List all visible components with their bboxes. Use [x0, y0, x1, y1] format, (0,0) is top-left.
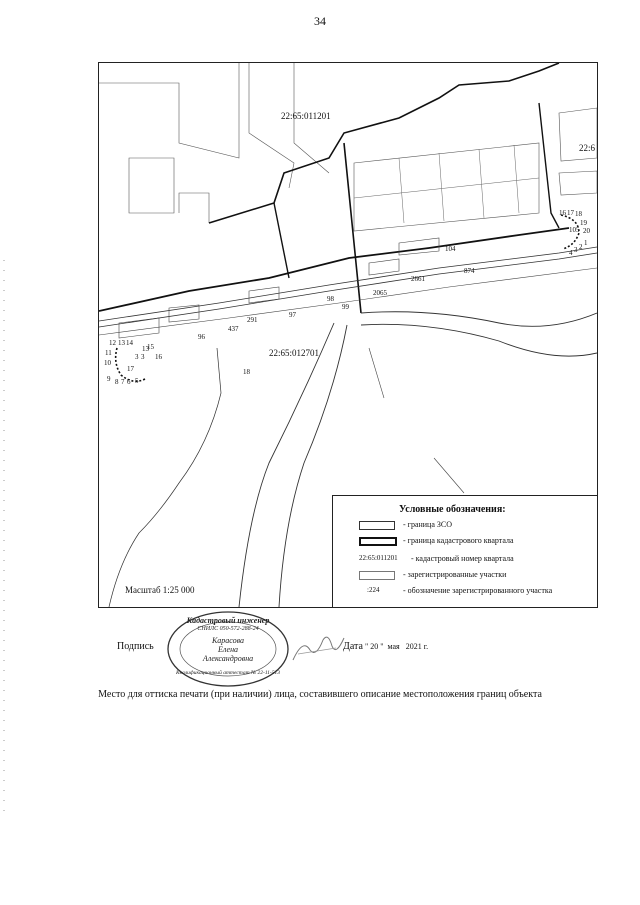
point-label: 20 [583, 227, 590, 235]
parcel-label: 104 [445, 245, 456, 253]
legend-item-zso: - граница ЗСО [333, 520, 598, 534]
quarter-boundary-swatch [359, 537, 397, 546]
quarter-label-south: 22:65:012701 [269, 348, 320, 358]
date-line: Дата " 20 " мая 2021 г. [343, 641, 429, 652]
parcel-label: 437 [228, 325, 239, 333]
parcel-label: 2661 [411, 275, 425, 283]
point-label: 16 [155, 353, 162, 361]
signature-label: Подпись [117, 641, 154, 652]
point-label: 9 [107, 375, 111, 383]
parcel-label: 2065 [373, 289, 387, 297]
legend-item-quarter-boundary: - граница кадастрового квартала [333, 536, 598, 550]
page-number: 34 [314, 14, 326, 28]
zso-boundary-swatch [359, 521, 395, 530]
point-label: 2 [579, 243, 583, 251]
parcel-label: 97 [289, 311, 296, 319]
map-scale: Масштаб 1:25 000 [125, 585, 195, 595]
point-label: 17 [127, 365, 134, 373]
parcel-label: 105 [569, 226, 580, 234]
parcel-label: 96 [198, 333, 205, 341]
map-legend [332, 495, 598, 608]
parcel-label: 18 [243, 368, 250, 376]
registered-parcel-swatch [359, 571, 395, 580]
legend-item-registered-parcels: - зарегистрированные участки [333, 570, 598, 584]
point-label: 8 [115, 378, 119, 386]
point-label: 14 [126, 339, 133, 347]
handwritten-signature-icon [288, 628, 348, 668]
point-label: 3 [141, 353, 145, 361]
point-label: 5 [135, 377, 139, 385]
left-margin-marks [3, 260, 5, 820]
legend-item-quarter-number: 22:65:011201 - кадастровый номер квартала [359, 554, 514, 563]
stamp-placement-note: Место для оттиска печати (при наличии) лица, составившего описание местоположения границ объекта [98, 689, 542, 700]
parcel-label: 98 [327, 295, 334, 303]
point-label: 13 [118, 339, 125, 347]
parcel-label: 874 [464, 267, 475, 275]
point-label: 7 [121, 378, 125, 386]
point-label: 16 [559, 209, 566, 217]
point-label: 12 [109, 339, 116, 347]
point-label: 15 [147, 343, 154, 351]
point-label: 17 [567, 209, 574, 217]
point-label: 1 [584, 239, 588, 247]
parcel-label: 99 [342, 303, 349, 311]
parcel-label: 291 [247, 316, 258, 324]
point-label: 13 [142, 345, 149, 353]
point-label: 3 [135, 353, 139, 361]
cadastral-engineer-stamp: Кадастровый инженер СНИЛС 050-572-288-24 Карасова Елена Александровна Квалификационный аттестат № 22-11-513 [166, 610, 290, 688]
legend-item-parcel-designation: :224 - обозначение зарегистрированного участка [367, 586, 553, 595]
quarter-label-north: 22:65:011201 [281, 111, 331, 121]
cadastral-map [98, 62, 598, 608]
point-label: 3 [574, 246, 578, 254]
point-label: 19 [580, 219, 587, 227]
quarter-label-east: 22:6 [579, 143, 596, 153]
point-label: 11 [105, 349, 112, 357]
point-label: 10 [104, 359, 111, 367]
point-label: 18 [575, 210, 582, 218]
point-label: 6 [127, 378, 131, 386]
point-label: 4 [569, 249, 573, 257]
legend-title: Условные обозначения: [399, 504, 506, 515]
